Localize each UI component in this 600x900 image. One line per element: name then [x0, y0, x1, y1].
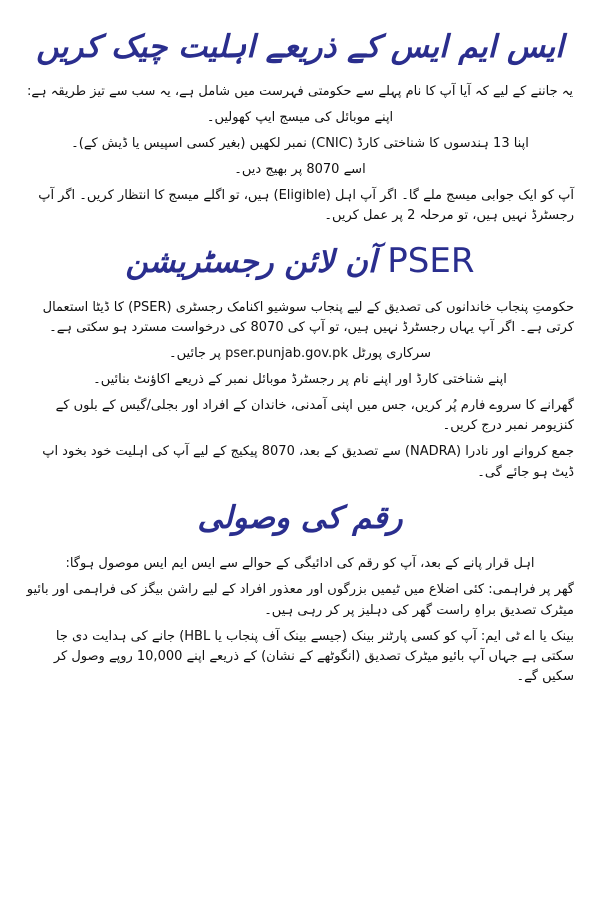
title-pser-registration	[26, 242, 574, 281]
pser-step-portal: سرکاری پورٹل pser.punjab.gov.pk پر جائیں۔	[169, 345, 431, 361]
title-pser-urdu: آن لائن رجسٹریشن	[125, 244, 377, 281]
title-payment-collection: رقم کی وصولی	[197, 499, 403, 536]
sms-step-write-cnic: اپنا 13 ہندسوں کا شناختی کارڈ (CNIC) نمبر لکھیں (بغیر کسی اسپیس یا ڈیش کے)۔	[71, 135, 529, 151]
pser-step-nadra: جمع کروانے اور نادرا (NADRA) سے تصدیق کے بعد، 8070 پیکیج کے لیے آپ کی اہلیت خود بخود اپ ڈیٹ ہو جائے گی۔	[42, 444, 574, 480]
pser-steps	[26, 298, 574, 483]
payment-bank-atm: بینک یا اے ٹی ایم: آپ کو کسی پارٹنر بینک (جیسے بینک آف پنجاب یا HBL) جانے کی ہدایت دی جا سکتی ہے جہاں آپ بائیو میٹرک تصدیق (انگوٹھے کے نشان) کے ذریعے اپنے 10,000 روپے وصول کر سکیں گے۔	[53, 628, 574, 685]
payment-home-delivery: گھر پر فراہمی: کئی اضلاع میں ٹیمیں بزرگوں اور معذور افراد کے لیے راشن بیگز کی فراہمی اور بائیو میٹرک تصدیق براہِ راست گھر کی دہلیز پر کر رہی ہیں۔	[26, 582, 574, 618]
title-sms-eligibility: ایس ایم ایس کے ذریعے اہلیت چیک کریں	[36, 29, 564, 65]
payment-steps	[26, 554, 574, 687]
sms-step-reply: آپ کو ایک جوابی میسج ملے گا۔ اگر آپ اہل (Eligible) ہیں، تو اگلے میسج کا انتظار کریں۔ اگر آپ رجسٹرڈ نہیں ہیں، تو مرحلہ 2 پر عمل کریں۔	[38, 188, 574, 224]
sms-step-open-app: اپنے موبائل کی میسج ایپ کھولیں۔	[206, 109, 394, 125]
pser-step-survey: گھرانے کا سروے فارم پُر کریں، جس میں اپنی آمدنی، خاندان کے افراد اور بجلی/گیس کے بلوں کے کنزیومر نمبر درج کریں۔	[55, 398, 574, 434]
sms-steps	[26, 82, 574, 227]
title-pser-latin: PSER	[387, 241, 475, 282]
pser-intro: حکومتِ پنجاب خاندانوں کی تصدیق کے لیے پنجاب سوشیو اکنامک رجسٹری (PSER) کا ڈیٹا استعمال کرتی ہے۔ اگر آپ یہاں رجسٹرڈ نہیں ہیں، تو آپ کی 8070 کی درخواست مسترد ہو سکتی ہے۔	[42, 299, 574, 335]
pser-step-account: اپنے شناختی کارڈ اور اپنے نام پر رجسٹرڈ موبائل نمبر کے ذریعے اکاؤنٹ بنائیں۔	[93, 372, 507, 387]
payment-intro: اہل قرار پانے کے بعد، آپ کو رقم کی ادائیگی کے حوالے سے ایس ایم ایس موصول ہوگا:	[65, 556, 535, 572]
sms-intro: یہ جاننے کے لیے کہ آیا آپ کا نام پہلے سے حکومتی فہرست میں شامل ہے، یہ سب سے تیز طریقہ ہے:	[26, 83, 574, 99]
sms-step-send: اسے 8070 پر بھیج دیں۔	[234, 162, 366, 178]
